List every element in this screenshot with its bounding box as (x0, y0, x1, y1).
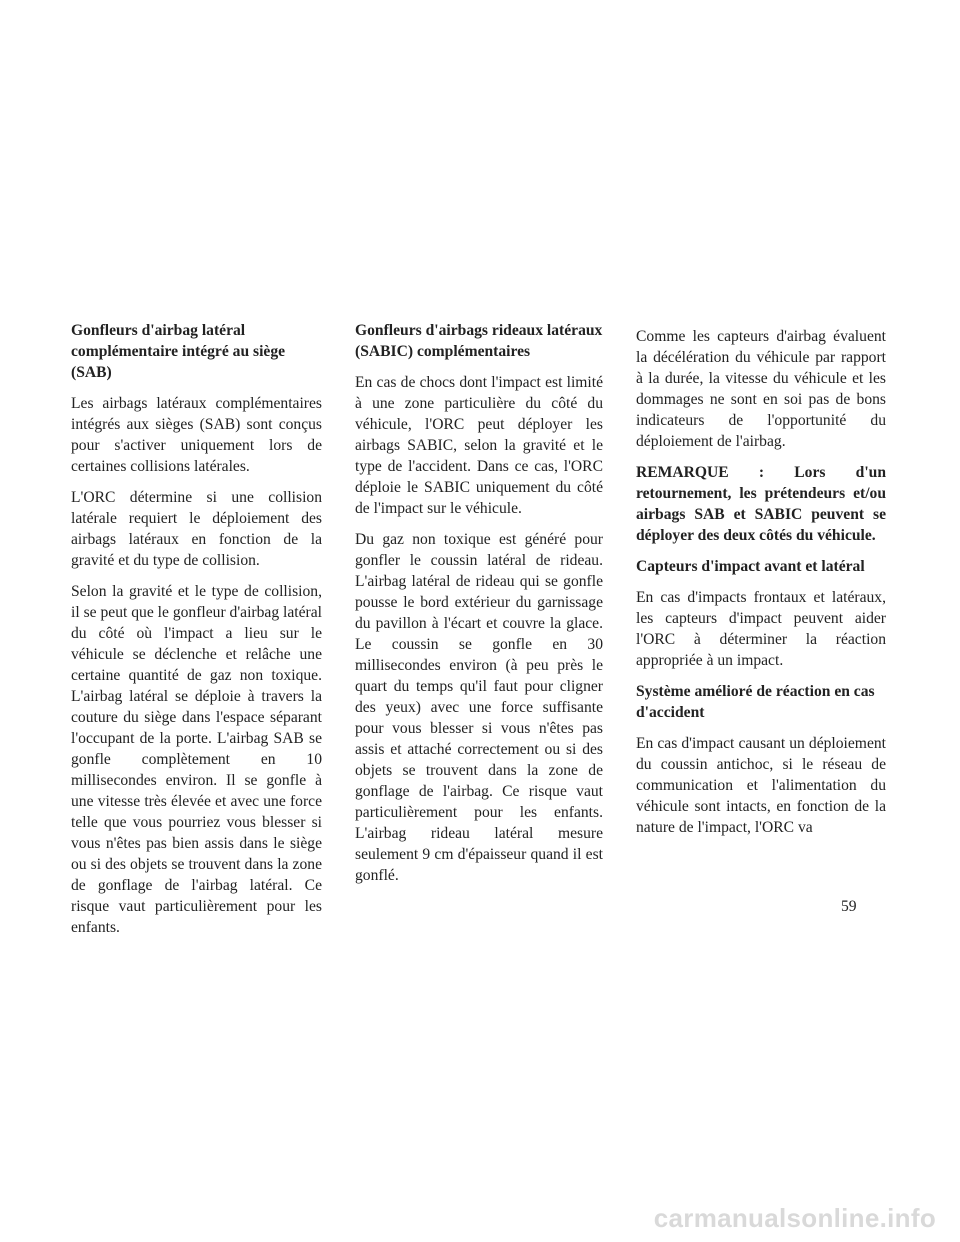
impact-sensors-paragraph: En cas d'impacts frontaux et latéraux, les capteurs d'impact peuvent aider l'ORC à déterminer la réaction appropriée à un impact. (636, 589, 886, 669)
enhanced-response-paragraph: En cas d'impact causant un déploiement du coussin antichoc, si le réseau de communication et l'alimentation du véhicule sont intacts, en fonction de la nature de l'impact, l'ORC va (636, 735, 886, 836)
enhanced-response-heading: Système amélioré de réaction en cas d'accident (636, 683, 875, 721)
sab-heading: Gonfleurs d'airbag latéral complémentaire intégré au siège (SAB) (71, 322, 286, 381)
rollover-note: REMARQUE : Lors d'un retournement, les prétendeurs et/ou airbags SAB et SABIC peuvent se déployer des deux côtés du véhicule. (636, 464, 886, 544)
sabic-paragraph-1: En cas de chocs dont l'impact est limité à une zone particulière du côté du véhicule, l'ORC peut déployer les airbags SABIC, selon la gravité et le type de l'accident. Dans ce cas, l'ORC déploie le SABIC uniquement du côté de l'impact sur le véhicule. (355, 374, 603, 517)
watermark-text: carmanualsonline.info (653, 1203, 936, 1233)
airbag-sensors-intro: Comme les capteurs d'airbag évaluent la décélération du véhicule par rapport à la durée, la vitesse du véhicule et les dommages ne sont en soi pas de bons indicateurs de l'opportunité du déploiement de l'airbag. (636, 328, 886, 450)
page-number: 59 (841, 898, 857, 915)
middle-column (355, 320, 603, 896)
sabic-paragraph-2: Du gaz non toxique est généré pour gonfler le coussin latéral de rideau. L'airbag latéral de rideau qui se gonfle pousse le bord extérieur du garnissage du pavillon à l'écart et couvre la glace. Le coussin se gonfle en 30 millisecondes environ (à peu près le quart du temps qu'il faut pour cligner des yeux) avec une force suffisante pour vous blesser si vous n'êtes pas assis et attaché correctement ou si des objets se trouvent dans la zone de gonflage de l'airbag. Ce risque vaut particulièrement pour les enfants. L'airbag rideau latéral mesure seulement 9 cm d'épaisseur quand il est gonflé. (355, 531, 603, 884)
sabic-heading: Gonfleurs d'airbags rideaux latéraux (SABIC) complémentaires (355, 322, 603, 360)
sab-paragraph-1: Les airbags latéraux complémentaires intégrés aux sièges (SAB) sont conçus pour s'activer uniquement lors de certaines collisions latérales. (71, 395, 322, 475)
sab-paragraph-2: L'ORC détermine si une collision latérale requiert le déploiement des airbags latéraux en fonction de la gravité et du type de collision. (71, 489, 322, 569)
impact-sensors-heading: Capteurs d'impact avant et latéral (636, 558, 865, 575)
sab-paragraph-3: Selon la gravité et le type de collision, il se peut que le gonfleur d'airbag latéral du côté où l'impact a lieu sur le véhicule se déclenche et relâche une certaine quantité de gaz non toxique. L'airbag latéral se déploie à travers la couture du siège dans l'espace séparant l'occupant de la porte. L'airbag SAB se gonfle complètement en 10 millisecondes environ. Il se gonfle à une vitesse très élevée et avec une force telle que vous pourriez vous blesser si vous n'êtes pas bien assis dans le siège ou si des objets se trouvent dans la zone de gonflage de l'airbag latéral. Ce risque vaut particulièrement pour les enfants. (71, 583, 322, 936)
right-column (636, 326, 886, 848)
left-column (71, 320, 322, 948)
